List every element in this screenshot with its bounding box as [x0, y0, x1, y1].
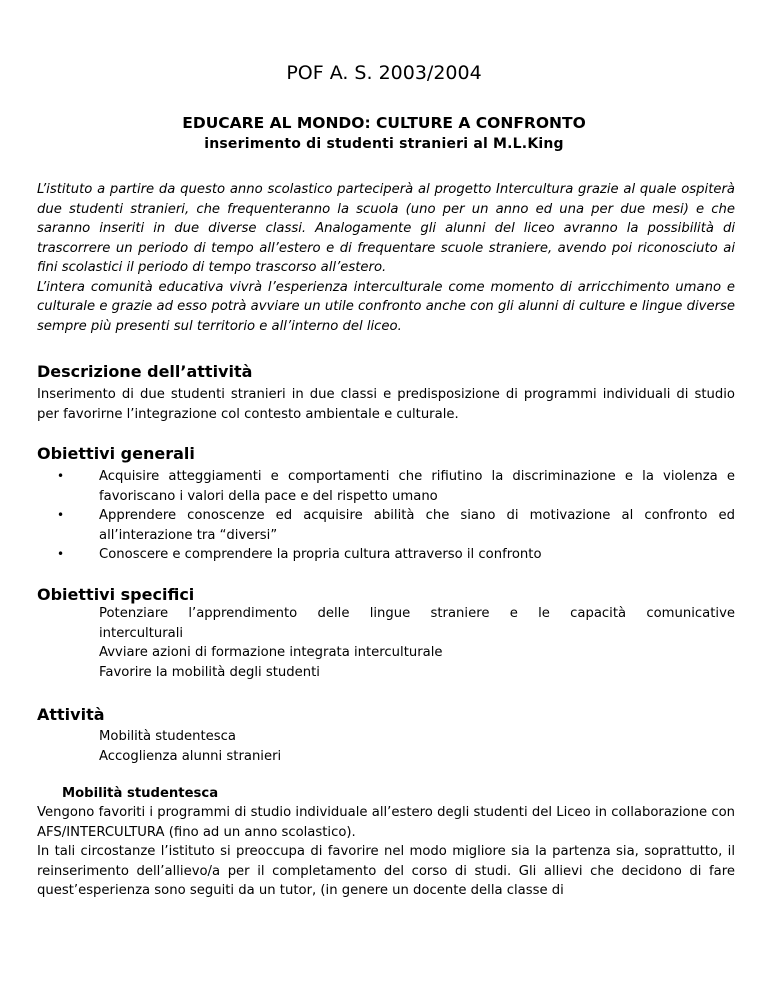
intro-paragraph: L’intera comunità educativa vivrà l’esperienza interculturale come momento di arricchimento umano e culturale e grazie ad esso potrà avviare un utile confronto anche con gli alunni di culture e lingue diverse sempre più presenti sul territorio e all’interno del liceo. — [37, 279, 735, 334]
section-heading-descrizione: Descrizione dell’attività — [37, 362, 253, 381]
obiettivi-specifici-list — [99, 604, 735, 682]
section-heading-obiettivi-generali: Obiettivi generali — [37, 444, 195, 463]
sub-heading-mobilita: Mobilità studentesca — [62, 786, 219, 801]
list-item: Accoglienza alunni stranieri — [99, 748, 282, 764]
list-item — [37, 467, 735, 506]
descrizione-text: Inserimento di due studenti stranieri in due classi e predisposizione di programmi individuali di studio per favorirne l’integrazione col contesto ambientale e culturale. — [37, 387, 735, 422]
section-heading-obiettivi-specifici: Obiettivi specifici — [37, 585, 195, 604]
section-heading-attivita: Attività — [37, 705, 105, 724]
bullet-icon: • — [57, 469, 65, 483]
intro-section — [37, 180, 735, 336]
list-item: Avviare azioni di formazione integrata interculturale — [99, 645, 443, 660]
bullet-icon: • — [57, 547, 65, 561]
list-item — [37, 545, 735, 565]
list-item: Potenziare l’apprendimento delle lingue straniere e le capacità comunicative — [99, 606, 735, 621]
project-subtitle: inserimento di studenti stranieri al M.L.King — [204, 136, 564, 152]
list-item: Favorire la mobilità degli studenti — [99, 664, 320, 680]
mobilita-paragraph: In tali circostanze l’istituto si preoccupa di favorire nel modo migliore sia la partenza sia, soprattutto, il reinserimento dell’allievo/a per il completamento del corso di studi. Gli allievi che decidono di fare quest’esperienza sono seguiti da un tutor, (in genere un docente della classe di — [37, 844, 735, 898]
list-item-text: Conoscere e comprendere la propria cultura attraverso il confronto — [99, 547, 542, 562]
attivita-list — [99, 727, 735, 766]
mobilita-paragraph: Vengono favoriti i programmi di studio individuale all’estero degli studenti del Liceo in collaborazione con AFS/INTERCULTURA (fino ad un anno scolastico). — [37, 805, 735, 840]
mobilita-section — [37, 803, 735, 901]
list-item: interculturali — [99, 625, 184, 641]
list-item-text: Acquisire atteggiamenti e comportamenti che rifiutino la discriminazione e la violenza e favoriscano i valori della pace e del rispetto umano — [99, 469, 735, 504]
intro-paragraph: L’istituto a partire da questo anno scolastico parteciperà al progetto Intercultura grazie al quale ospiterà due studenti stranieri, che frequenteranno la scuola (uno per un anno ed una per due mesi) e che saranno inseriti in due diverse classi. Analogamente gli alunni del liceo avranno la possibilità di trascorrere un periodo di tempo all’estero e di frequentare scuole straniere, avendo poi riconosciuto ai fini scolastici il periodo di tempo trascorso all’estero. — [37, 182, 735, 275]
page-title: POF A. S. 2003/2004 — [286, 62, 482, 84]
bullet-icon: • — [57, 508, 65, 522]
project-title: EDUCARE AL MONDO: CULTURE A CONFRONTO — [182, 114, 586, 132]
obiettivi-generali-list — [37, 467, 735, 565]
list-item: Mobilità studentesca — [99, 729, 236, 744]
list-item-text: Apprendere conoscenze ed acquisire abilità che siano di motivazione al confronto ed all’interazione tra “diversi” — [99, 508, 735, 543]
list-item — [37, 506, 735, 545]
